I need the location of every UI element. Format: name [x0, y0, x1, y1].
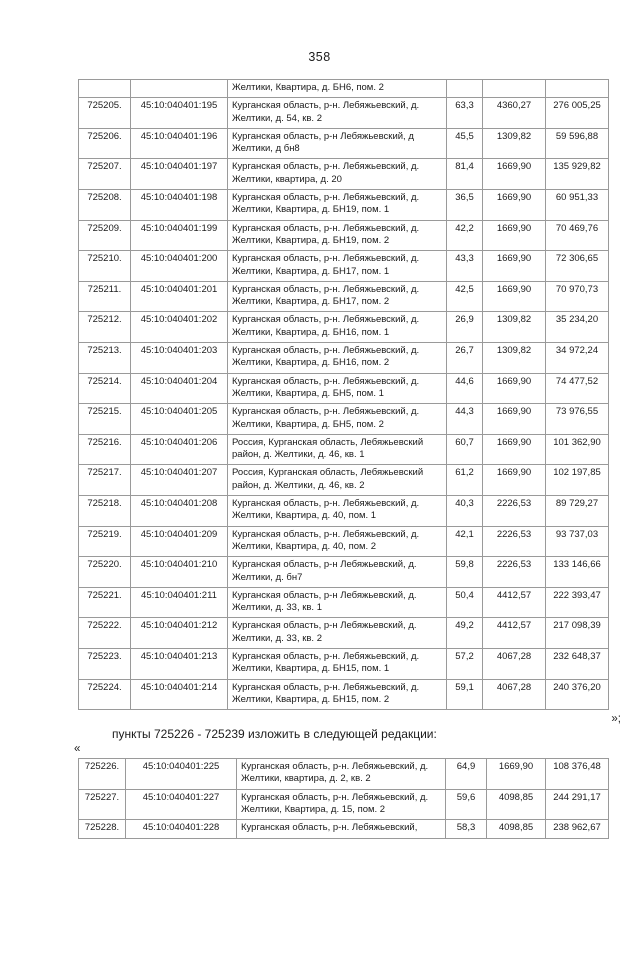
total-cell: 238 962,67 [546, 820, 609, 838]
rate-cell: 4067,28 [483, 648, 546, 679]
rate-cell: 1669,90 [487, 759, 546, 790]
address-cell: Курганская область, р-н. Лебяжьевский, д. Желтики, Квартира, д. 40, пом. 1 [228, 496, 447, 527]
area-cell: 58,3 [446, 820, 487, 838]
total-cell: 102 197,85 [546, 465, 609, 496]
row-number-cell: 725221. [79, 587, 131, 618]
table-row [79, 98, 609, 129]
table-row [79, 434, 609, 465]
cadastral-number-cell: 45:10:040401:208 [131, 496, 228, 527]
row-number-cell: 725209. [79, 220, 131, 251]
row-number-cell: 725210. [79, 251, 131, 282]
rate-cell: 1669,90 [483, 251, 546, 282]
address-cell: Курганская область, р-н Лебяжьевский, д. Желтики, д. 33, кв. 1 [228, 587, 447, 618]
row-number-cell: 725227. [79, 789, 126, 820]
page-number: 358 [308, 50, 331, 64]
table-row [79, 759, 609, 790]
table-row [79, 526, 609, 557]
amendment-text: пункты 725226 - 725239 изложить в следующей редакции: [112, 727, 437, 742]
cadastral-number-cell: 45:10:040401:228 [126, 820, 237, 838]
rate-cell: 1669,90 [483, 190, 546, 221]
cadastral-number-cell: 45:10:040401:201 [131, 281, 228, 312]
area-cell: 59,6 [446, 789, 487, 820]
total-cell: 222 393,47 [546, 587, 609, 618]
address-cell: Курганская область, р-н. Лебяжьевский, д. Желтики, Квартира, д. 15, пом. 2 [237, 789, 446, 820]
area-cell: 44,6 [447, 373, 483, 404]
table-row [79, 789, 609, 820]
appraisal-table-2 [78, 758, 609, 838]
total-cell: 240 376,20 [546, 679, 609, 710]
rate-cell: 1309,82 [483, 343, 546, 374]
cadastral-number-cell: 45:10:040401:202 [131, 312, 228, 343]
table-row [79, 343, 609, 374]
total-cell: 89 729,27 [546, 496, 609, 527]
rate-cell: 2226,53 [483, 526, 546, 557]
row-number-cell [79, 80, 131, 98]
address-cell: Курганская область, р-н. Лебяжьевский, д. Желтики, Квартира, д. БН5, пом. 1 [228, 373, 447, 404]
address-cell: Курганская область, р-н. Лебяжьевский, д. Желтики, квартира, д. 2, кв. 2 [237, 759, 446, 790]
address-cell: Курганская область, р-н. Лебяжьевский, д. Желтики, Квартира, д. БН16, пом. 1 [228, 312, 447, 343]
cadastral-number-cell: 45:10:040401:204 [131, 373, 228, 404]
area-cell: 81,4 [447, 159, 483, 190]
area-cell: 59,1 [447, 679, 483, 710]
area-cell: 42,1 [447, 526, 483, 557]
total-cell: 59 596,88 [546, 128, 609, 159]
table-row [79, 373, 609, 404]
cadastral-number-cell: 45:10:040401:225 [126, 759, 237, 790]
address-cell: Желтики, Квартира, д. БН6, пом. 2 [228, 80, 447, 98]
row-number-cell: 725226. [79, 759, 126, 790]
row-number-cell: 725224. [79, 679, 131, 710]
rate-cell: 1669,90 [483, 220, 546, 251]
cadastral-number-cell: 45:10:040401:197 [131, 159, 228, 190]
address-cell: Курганская область, р-н. Лебяжьевский, д. Желтики, Квартира, д. БН5, пом. 2 [228, 404, 447, 435]
table-row [79, 679, 609, 710]
rate-cell: 4412,57 [483, 618, 546, 649]
row-number-cell: 725218. [79, 496, 131, 527]
cadastral-number-cell: 45:10:040401:203 [131, 343, 228, 374]
rate-cell: 2226,53 [483, 496, 546, 527]
area-cell: 44,3 [447, 404, 483, 435]
row-number-cell: 725220. [79, 557, 131, 588]
rate-cell: 4360,27 [483, 98, 546, 129]
opening-quote: « [74, 743, 81, 756]
cadastral-number-cell: 45:10:040401:213 [131, 648, 228, 679]
address-cell: Курганская область, р-н. Лебяжьевский, д. Желтики, Квартира, д. БН15, пом. 2 [228, 679, 447, 710]
total-cell: 108 376,48 [546, 759, 609, 790]
table-row [79, 281, 609, 312]
total-cell: 35 234,20 [546, 312, 609, 343]
cadastral-number-cell: 45:10:040401:196 [131, 128, 228, 159]
table-row [79, 648, 609, 679]
table-row [79, 128, 609, 159]
rate-cell: 4098,85 [487, 789, 546, 820]
rate-cell: 2226,53 [483, 557, 546, 588]
cadastral-number-cell: 45:10:040401:207 [131, 465, 228, 496]
table-row [79, 404, 609, 435]
address-cell: Курганская область, р-н. Лебяжьевский, д. Желтики, Квартира, д. БН17, пом. 2 [228, 281, 447, 312]
address-cell: Курганская область, р-н Лебяжьевский, д. Желтики, д. 33, кв. 2 [228, 618, 447, 649]
row-number-cell: 725205. [79, 98, 131, 129]
rate-cell [483, 80, 546, 98]
rate-cell: 1669,90 [483, 159, 546, 190]
row-number-cell: 725222. [79, 618, 131, 649]
table-row [79, 190, 609, 221]
row-number-cell: 725214. [79, 373, 131, 404]
area-cell [447, 80, 483, 98]
row-number-cell: 725219. [79, 526, 131, 557]
rate-cell: 1669,90 [483, 465, 546, 496]
total-cell: 73 976,55 [546, 404, 609, 435]
area-cell: 42,5 [447, 281, 483, 312]
table-row [79, 251, 609, 282]
rate-cell: 1669,90 [483, 434, 546, 465]
address-cell: Курганская область, р-н. Лебяжьевский, д. Желтики, Квартира, д. БН15, пом. 1 [228, 648, 447, 679]
rate-cell: 1309,82 [483, 128, 546, 159]
cadastral-number-cell: 45:10:040401:209 [131, 526, 228, 557]
table-row [79, 220, 609, 251]
total-cell: 60 951,33 [546, 190, 609, 221]
total-cell: 70 469,76 [546, 220, 609, 251]
total-cell: 93 737,03 [546, 526, 609, 557]
area-cell: 40,3 [447, 496, 483, 527]
total-cell: 74 477,52 [546, 373, 609, 404]
table-row [79, 465, 609, 496]
total-cell: 244 291,17 [546, 789, 609, 820]
address-cell: Курганская область, р-н. Лебяжьевский, д. Желтики, Квартира, д. 40, пом. 2 [228, 526, 447, 557]
total-cell: 232 648,37 [546, 648, 609, 679]
cadastral-number-cell: 45:10:040401:214 [131, 679, 228, 710]
address-cell: Курганская область, р-н. Лебяжьевский, д. Желтики, Квартира, д. БН16, пом. 2 [228, 343, 447, 374]
area-cell: 26,7 [447, 343, 483, 374]
total-cell: 276 005,25 [546, 98, 609, 129]
area-cell: 43,3 [447, 251, 483, 282]
table-row [79, 587, 609, 618]
cadastral-number-cell: 45:10:040401:211 [131, 587, 228, 618]
cadastral-number-cell: 45:10:040401:210 [131, 557, 228, 588]
rate-cell: 1669,90 [483, 373, 546, 404]
cadastral-number-cell: 45:10:040401:199 [131, 220, 228, 251]
row-number-cell: 725215. [79, 404, 131, 435]
table-row [79, 820, 609, 838]
cadastral-number-cell: 45:10:040401:198 [131, 190, 228, 221]
closing-quote: »; [611, 713, 621, 726]
address-cell: Курганская область, р-н. Лебяжьевский, [237, 820, 446, 838]
address-cell: Курганская область, р-н Лебяжьевский, д Желтики, д бн8 [228, 128, 447, 159]
cadastral-number-cell: 45:10:040401:212 [131, 618, 228, 649]
area-cell: 59,8 [447, 557, 483, 588]
row-number-cell: 725213. [79, 343, 131, 374]
address-cell: Россия, Курганская область, Лебяжьевский район, д. Желтики, д. 46, кв. 2 [228, 465, 447, 496]
row-number-cell: 725208. [79, 190, 131, 221]
address-cell: Курганская область, р-н. Лебяжьевский, д. Желтики, д. 54, кв. 2 [228, 98, 447, 129]
area-cell: 42,2 [447, 220, 483, 251]
address-cell: Курганская область, р-н. Лебяжьевский, д. Желтики, Квартира, д. БН19, пом. 2 [228, 220, 447, 251]
row-number-cell: 725211. [79, 281, 131, 312]
area-cell: 36,5 [447, 190, 483, 221]
row-number-cell: 725217. [79, 465, 131, 496]
cadastral-number-cell: 45:10:040401:206 [131, 434, 228, 465]
rate-cell: 1309,82 [483, 312, 546, 343]
table-row [79, 80, 609, 98]
total-cell: 72 306,65 [546, 251, 609, 282]
cadastral-number-cell: 45:10:040401:227 [126, 789, 237, 820]
total-cell: 34 972,24 [546, 343, 609, 374]
area-cell: 45,5 [447, 128, 483, 159]
area-cell: 49,2 [447, 618, 483, 649]
rate-cell: 1669,90 [483, 281, 546, 312]
cadastral-number-cell: 45:10:040401:195 [131, 98, 228, 129]
row-number-cell: 725212. [79, 312, 131, 343]
total-cell: 70 970,73 [546, 281, 609, 312]
table-row [79, 312, 609, 343]
table-row [79, 557, 609, 588]
cadastral-number-cell [131, 80, 228, 98]
address-cell: Курганская область, р-н. Лебяжьевский, д. Желтики, квартира, д. 20 [228, 159, 447, 190]
total-cell: 133 146,66 [546, 557, 609, 588]
area-cell: 57,2 [447, 648, 483, 679]
rate-cell: 4067,28 [483, 679, 546, 710]
row-number-cell: 725223. [79, 648, 131, 679]
cadastral-number-cell: 45:10:040401:205 [131, 404, 228, 435]
total-cell [546, 80, 609, 98]
address-cell: Россия, Курганская область, Лебяжьевский район, д. Желтики, д. 46, кв. 1 [228, 434, 447, 465]
area-cell: 64,9 [446, 759, 487, 790]
address-cell: Курганская область, р-н Лебяжьевский, д. Желтики, д. бн7 [228, 557, 447, 588]
row-number-cell: 725216. [79, 434, 131, 465]
rate-cell: 4412,57 [483, 587, 546, 618]
total-cell: 135 929,82 [546, 159, 609, 190]
area-cell: 63,3 [447, 98, 483, 129]
area-cell: 50,4 [447, 587, 483, 618]
table-row [79, 496, 609, 527]
row-number-cell: 725206. [79, 128, 131, 159]
area-cell: 26,9 [447, 312, 483, 343]
row-number-cell: 725207. [79, 159, 131, 190]
cadastral-number-cell: 45:10:040401:200 [131, 251, 228, 282]
area-cell: 61,2 [447, 465, 483, 496]
total-cell: 101 362,90 [546, 434, 609, 465]
row-number-cell: 725228. [79, 820, 126, 838]
table-row [79, 618, 609, 649]
address-cell: Курганская область, р-н. Лебяжьевский, д. Желтики, Квартира, д. БН17, пом. 1 [228, 251, 447, 282]
address-cell: Курганская область, р-н. Лебяжьевский, д. Желтики, Квартира, д. БН19, пом. 1 [228, 190, 447, 221]
appraisal-table-1 [78, 79, 609, 710]
rate-cell: 4098,85 [487, 820, 546, 838]
table-row [79, 159, 609, 190]
total-cell: 217 098,39 [546, 618, 609, 649]
area-cell: 60,7 [447, 434, 483, 465]
rate-cell: 1669,90 [483, 404, 546, 435]
